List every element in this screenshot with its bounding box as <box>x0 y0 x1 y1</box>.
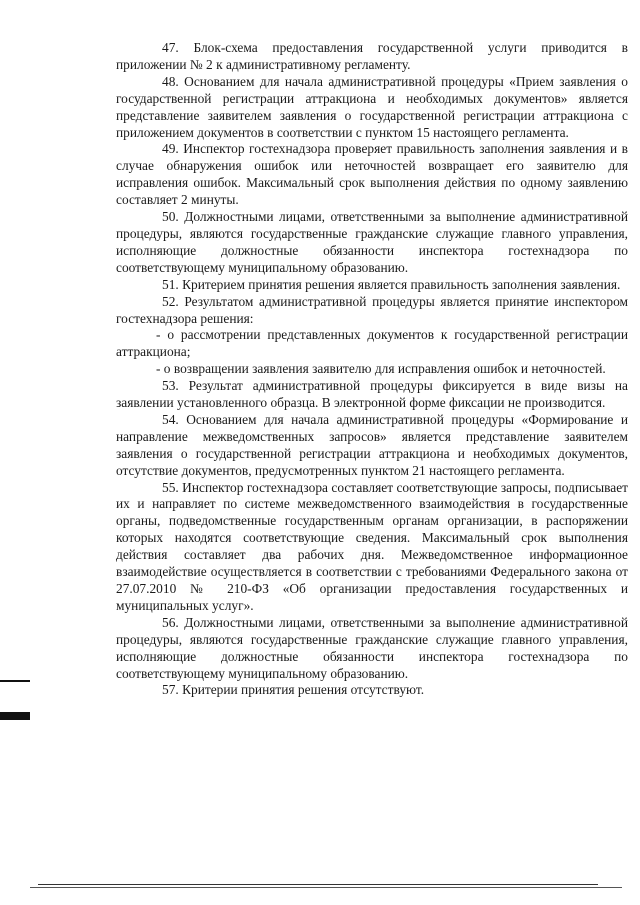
paragraph-47: 47. Блок-схема предоставления государственной услуги приводится в приложении № 2 к административному регламенту. <box>116 40 628 72</box>
paragraph-56: 56. Должностными лицами, ответственными за выполнение административной процедуры, являются государственные гражданские служащие главного управления, исполняющие должностные обязанности инспектора гостехнадзора по соответствующему муниципальному образованию. <box>116 614 628 681</box>
paragraph-52-item-2: - о возвращении заявления заявителю для исправления ошибок и неточностей. <box>156 361 606 377</box>
footer-rule-bottom <box>30 887 622 888</box>
paragraph-49: 49. Инспектор гостехнадзора проверяет правильность заполнения заявления и в случае обнаружения ошибок или неточностей возвращает его заявителю для исправления ошибок. Максимальный срок выполнения действия по одному заявлению составляет 2 минуты. <box>116 141 628 208</box>
paragraph-48: 48. Основанием для начала административной процедуры «Прием заявления о государственной регистрации аттракциона и необходимых документов» является представление заявителем заявления о государственной регистрации аттракциона с приложением документов в соответствии с пунктом 15 настоящего регламента. <box>116 73 628 140</box>
paragraph-51: 51. Критерием принятия решения является правильность заполнения заявления. <box>162 276 621 292</box>
paragraph-50: 50. Должностными лицами, ответственными за выполнение административной процедуры, являются государственные гражданские служащие главного управления, исполняющие должностные обязанности инспектора гостехнадзора по соответствующему муниципальному образованию. <box>116 209 628 275</box>
paragraph-52-item-1: - о рассмотрении представленных документов к государственной регистрации аттракциона; <box>116 327 628 360</box>
paragraph-57: 57. Критерии принятия решения отсутствуют. <box>162 682 425 698</box>
scan-footer-lines <box>30 884 630 890</box>
document-page <box>116 40 628 699</box>
paragraph-55: 55. Инспектор гостехнадзора составляет соответствующие запросы, подписывает их и направляет по системе межведомственного взаимодействия в государственные органы, подведомственные государственным органам организации, в распоряжении которых находятся соответствующие сведения. Максимальный срок выполнения действия составляет два рабочих дня. Межведомственное информационное взаимодействие осуществляется в соответствии с требованиями Федерального закона от 27.07.2010 № 210-ФЗ «Об организации предоставления государственных и муниципальных услуг». <box>116 479 628 613</box>
footer-rule-top <box>38 884 598 885</box>
scan-margin-mark-thick <box>0 712 30 720</box>
paragraph-52: 52. Результатом административной процедуры является принятие инспектором гостехнадзора решения: <box>116 293 628 326</box>
paragraph-53: 53. Результат административной процедуры фиксируется в виде визы на заявлении установленного образца. В электронной форме фиксации не производится. <box>116 378 628 411</box>
paragraph-54: 54. Основанием для начала административной процедуры «Формирование и направление межведомственных запросов» является представление заявителем заявления о государственной регистрации аттракциона и необходимых документов, отсутствие документов, предусмотренных пунктом 21 настоящего регламента. <box>116 411 628 478</box>
scan-margin-mark-thin <box>0 680 30 682</box>
